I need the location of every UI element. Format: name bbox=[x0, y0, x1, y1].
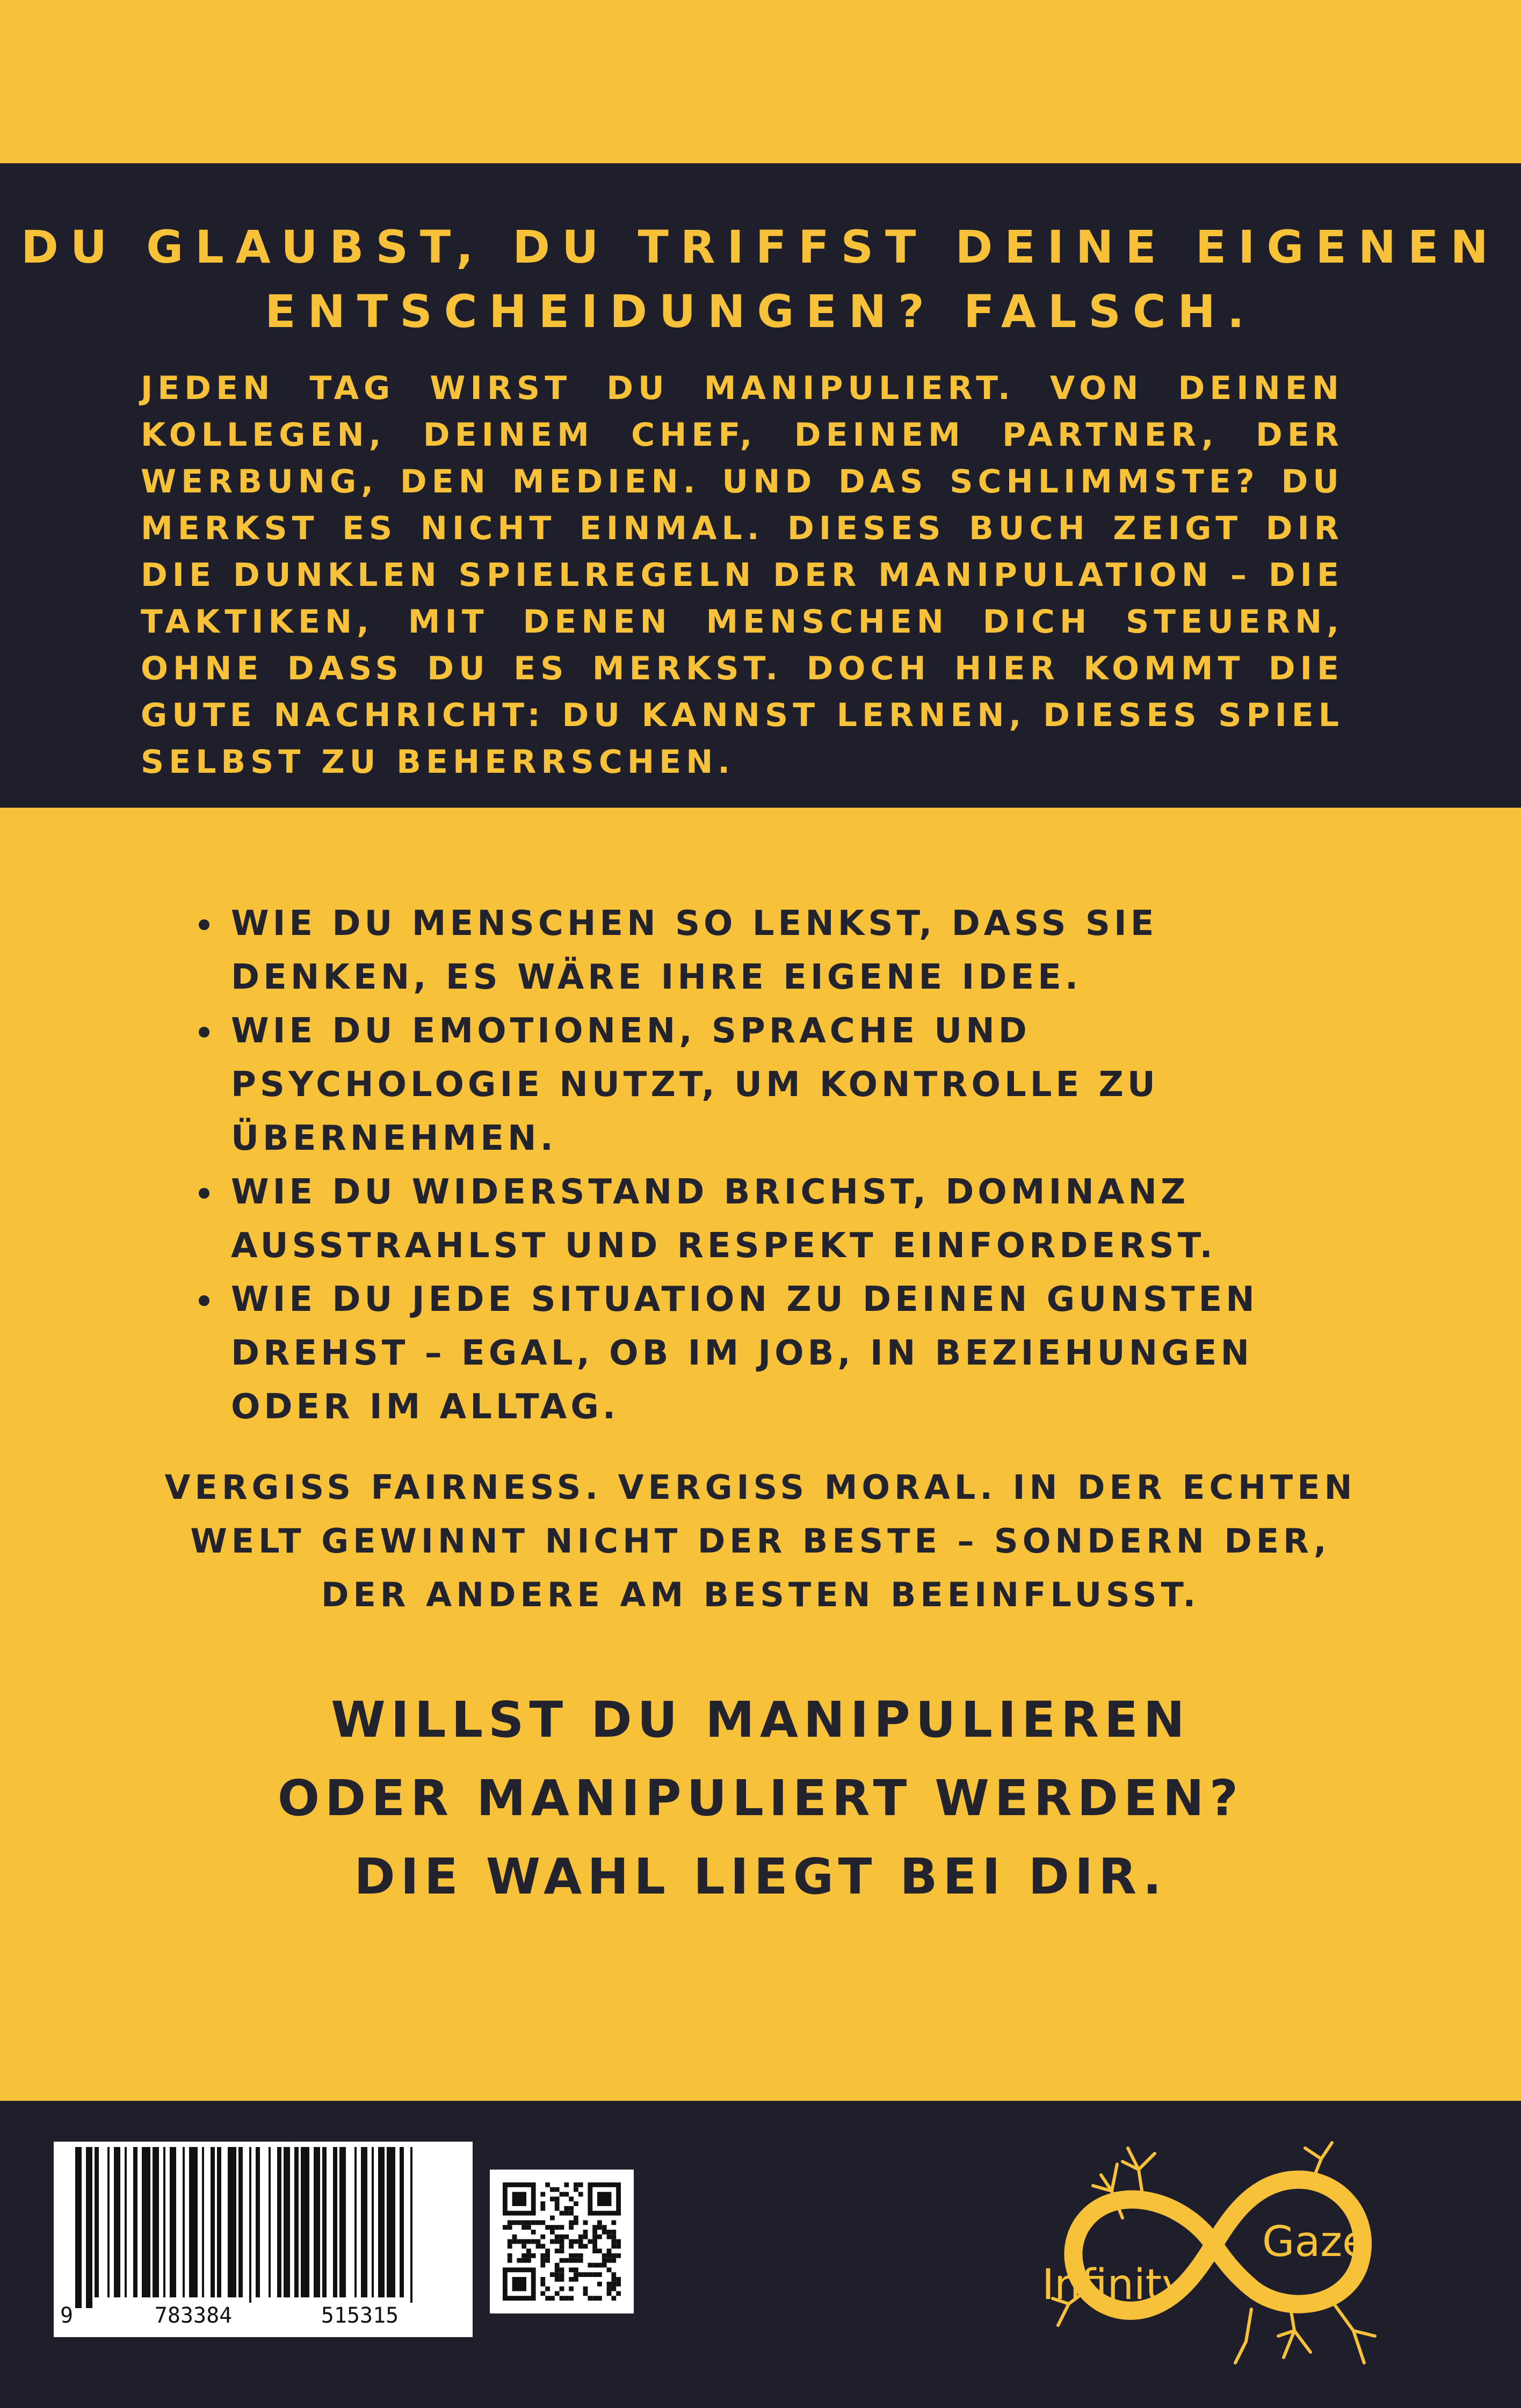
qr-module bbox=[597, 2296, 602, 2301]
qr-module bbox=[607, 2249, 612, 2253]
qr-module bbox=[522, 2239, 526, 2244]
qr-module bbox=[611, 2235, 616, 2239]
qr-module bbox=[540, 2235, 545, 2239]
barcode-bar bbox=[322, 2147, 327, 2297]
qr-module bbox=[583, 2244, 588, 2249]
qr-module bbox=[540, 2220, 545, 2225]
qr-module bbox=[597, 2225, 602, 2230]
qr-module bbox=[508, 2239, 512, 2244]
qr-module bbox=[540, 2192, 545, 2197]
qr-module bbox=[522, 2244, 526, 2249]
list-item bbox=[193, 1165, 1353, 1273]
qr-module bbox=[578, 2253, 583, 2258]
qr-module bbox=[550, 2272, 555, 2277]
qr-module bbox=[555, 2272, 560, 2277]
qr-module bbox=[607, 2235, 612, 2239]
barcode-bar bbox=[211, 2147, 215, 2297]
qr-module bbox=[522, 2220, 526, 2225]
qr-module bbox=[526, 2220, 531, 2225]
bullet-dot-icon bbox=[199, 1027, 209, 1038]
qr-module bbox=[583, 2287, 588, 2291]
qr-module bbox=[616, 2291, 621, 2296]
qr-module bbox=[560, 2225, 564, 2230]
qr-module bbox=[574, 2239, 578, 2244]
qr-module bbox=[526, 2253, 531, 2258]
qr-module bbox=[592, 2235, 597, 2239]
qr-module bbox=[536, 2244, 541, 2249]
qr-code bbox=[490, 2170, 634, 2313]
qr-module bbox=[583, 2220, 588, 2225]
headline bbox=[0, 215, 1521, 344]
qr-module bbox=[569, 2267, 574, 2272]
publisher-logo bbox=[1031, 2110, 1396, 2390]
qr-module bbox=[550, 2196, 555, 2201]
qr-module bbox=[545, 2287, 550, 2291]
bullet-text: WIE DU WIDERSTAND BRICHST, DOMINANZ AUSSTRAHLST UND RESPEKT EINFORDERST. bbox=[231, 1172, 1216, 1266]
qr-module bbox=[574, 2216, 578, 2221]
barcode-bar bbox=[277, 2147, 281, 2297]
qr-module bbox=[578, 2235, 583, 2239]
list-item bbox=[193, 1004, 1353, 1165]
qr-module bbox=[560, 2267, 564, 2272]
qr-module bbox=[560, 2272, 564, 2277]
barcode-bar bbox=[387, 2147, 395, 2297]
qr-module bbox=[512, 2192, 526, 2206]
qr-module bbox=[550, 2239, 555, 2244]
qr-module bbox=[540, 2263, 545, 2268]
qr-module bbox=[611, 2244, 616, 2249]
qr-module bbox=[550, 2187, 555, 2192]
qr-module bbox=[574, 2277, 578, 2282]
barcode-bar bbox=[361, 2147, 367, 2297]
qr-module bbox=[540, 2258, 545, 2263]
qr-module bbox=[555, 2239, 560, 2244]
qr-module bbox=[602, 2225, 607, 2230]
qr-module bbox=[578, 2258, 583, 2263]
list-item bbox=[193, 1273, 1353, 1434]
qr-module bbox=[503, 2225, 508, 2230]
qr-module bbox=[545, 2296, 550, 2301]
bullet-list bbox=[193, 897, 1353, 1434]
qr-module bbox=[536, 2220, 541, 2225]
qr-module bbox=[517, 2220, 522, 2225]
qr-module bbox=[592, 2272, 597, 2277]
qr-module bbox=[583, 2291, 588, 2296]
cta-line-2: ODER MANIPULIERT WERDEN? bbox=[277, 1769, 1244, 1827]
qr-module bbox=[616, 2253, 621, 2258]
qr-module bbox=[574, 2182, 578, 2187]
qr-module bbox=[574, 2253, 578, 2258]
qr-module bbox=[611, 2282, 616, 2287]
qr-module bbox=[536, 2239, 541, 2244]
qr-module bbox=[569, 2220, 574, 2225]
bullet-text: WIE DU JEDE SITUATION ZU DEINEN GUNSTEN DREHST – EGAL, OB IM JOB, IN BEZIEHUNGEN ODER IM ALLTAG. bbox=[231, 1280, 1258, 1427]
barcode-bar bbox=[125, 2147, 127, 2297]
qr-module bbox=[564, 2211, 569, 2216]
barcode-bar bbox=[339, 2147, 346, 2297]
qr-module bbox=[611, 2253, 616, 2258]
cta-line-1: WILLST DU MANIPULIEREN bbox=[331, 1691, 1190, 1749]
logo-word-1: Infinity bbox=[1042, 2261, 1187, 2309]
qr-module bbox=[592, 2225, 597, 2230]
qr-module bbox=[569, 2211, 574, 2216]
qr-module bbox=[550, 2296, 555, 2301]
barcode-bar bbox=[228, 2147, 236, 2297]
qr-module bbox=[611, 2277, 616, 2282]
qr-module bbox=[560, 2249, 564, 2253]
qr-module bbox=[569, 2239, 574, 2244]
logo-word-2: Gaze bbox=[1262, 2218, 1368, 2266]
barcode-bar bbox=[249, 2147, 251, 2308]
quote-line-1: VERGISS FAIRNESS. VERGISS MORAL. IN DER ECHTEN bbox=[164, 1468, 1357, 1507]
qr-module bbox=[522, 2253, 526, 2258]
qr-module bbox=[569, 2244, 574, 2249]
qr-module bbox=[564, 2258, 569, 2263]
qr-module bbox=[592, 2263, 597, 2268]
barcode-bar bbox=[333, 2147, 337, 2297]
qr-module bbox=[564, 2296, 569, 2301]
qr-module bbox=[607, 2282, 612, 2287]
qr-module bbox=[578, 2272, 583, 2277]
intro-paragraph: JEDEN TAG WIRST DU MANIPULIERT. VON DEINEN KOLLEGEN, DEINEM CHEF, DEINEM PARTNER, DER WERBUNG, DEN MEDIEN. UND DAS SCHLIMMSTE? DU MERKST ES NICHT EINMAL. DIESES BUCH ZEIGT DIR DIE DUNKLEN SPIELREGELN DER MANIPULATION – DIE TAKTIKEN, MIT DENEN MENSCHEN DICH STEUERN, OHNE DASS DU ES MERKST. DOCH HIER KOMMT DIE GUTE NACHRICHT: DU KANNST LERNEN, DIESES SPIEL SELBST ZU BEHERRSCHEN. bbox=[141, 369, 1344, 781]
qr-module bbox=[508, 2220, 512, 2225]
isbn-barcode bbox=[54, 2142, 473, 2337]
qr-module bbox=[560, 2192, 564, 2197]
qr-module bbox=[597, 2263, 602, 2268]
qr-module bbox=[592, 2244, 597, 2249]
qr-module bbox=[545, 2225, 550, 2230]
qr-module bbox=[569, 2225, 574, 2230]
qr-module bbox=[560, 2235, 564, 2239]
quote-block bbox=[0, 1461, 1521, 1622]
barcode-bar bbox=[114, 2147, 120, 2297]
qr-module bbox=[578, 2182, 583, 2187]
qr-module bbox=[540, 2291, 545, 2296]
qr-module bbox=[607, 2258, 612, 2263]
qr-module bbox=[512, 2239, 517, 2244]
list-item bbox=[193, 897, 1353, 1004]
qr-module bbox=[611, 2230, 616, 2235]
qr-module bbox=[540, 2277, 545, 2282]
bullet-dot-icon bbox=[199, 1188, 209, 1199]
qr-module bbox=[569, 2253, 574, 2258]
qr-module bbox=[545, 2249, 550, 2253]
barcode-bar bbox=[142, 2147, 150, 2297]
barcode-bars-icon bbox=[59, 2142, 467, 2308]
barcode-bar bbox=[269, 2147, 271, 2297]
qr-module bbox=[555, 2201, 560, 2206]
qr-module bbox=[550, 2230, 555, 2235]
qr-module bbox=[602, 2230, 607, 2235]
qr-module bbox=[531, 2239, 536, 2244]
qr-module bbox=[597, 2235, 602, 2239]
qr-module bbox=[522, 2225, 526, 2230]
qr-module bbox=[508, 2244, 512, 2249]
qr-module bbox=[564, 2235, 569, 2239]
qr-module bbox=[597, 2192, 611, 2206]
qr-module bbox=[592, 2230, 597, 2235]
qr-module bbox=[545, 2253, 550, 2258]
qr-module bbox=[616, 2244, 621, 2249]
qr-module bbox=[602, 2263, 607, 2268]
qr-module bbox=[531, 2220, 536, 2225]
barcode-bar bbox=[378, 2147, 385, 2297]
qr-module bbox=[540, 2206, 545, 2211]
qr-module bbox=[545, 2258, 550, 2263]
qr-module bbox=[512, 2220, 517, 2225]
qr-module bbox=[578, 2192, 583, 2197]
barcode-bar bbox=[314, 2147, 320, 2297]
qr-module bbox=[597, 2272, 602, 2277]
qr-module bbox=[607, 2267, 612, 2272]
quote-line-3: DER ANDERE AM BESTEN BEEINFLUSST. bbox=[321, 1575, 1200, 1614]
barcode-bar bbox=[75, 2147, 82, 2308]
qr-module bbox=[508, 2225, 512, 2230]
qr-module bbox=[588, 2272, 592, 2277]
qr-module bbox=[560, 2244, 564, 2249]
barcode-bar bbox=[107, 2147, 110, 2297]
qr-module bbox=[560, 2277, 564, 2282]
qr-module bbox=[555, 2187, 560, 2192]
qr-module bbox=[616, 2282, 621, 2287]
qr-module bbox=[531, 2230, 536, 2235]
qr-code-icon bbox=[503, 2182, 621, 2301]
bullet-dot-icon bbox=[199, 919, 209, 930]
qr-module bbox=[517, 2239, 522, 2244]
qr-module bbox=[555, 2267, 560, 2272]
qr-module bbox=[555, 2263, 560, 2268]
qr-module bbox=[607, 2253, 612, 2258]
barcode-bar bbox=[183, 2147, 185, 2297]
qr-module bbox=[574, 2187, 578, 2192]
qr-module bbox=[526, 2225, 531, 2230]
isbn-lead-digit: 9 bbox=[60, 2303, 74, 2328]
qr-module bbox=[555, 2225, 560, 2230]
qr-module bbox=[588, 2239, 592, 2244]
qr-module bbox=[564, 2206, 569, 2211]
qr-module bbox=[569, 2258, 574, 2263]
qr-module bbox=[611, 2239, 616, 2244]
qr-module bbox=[555, 2249, 560, 2253]
barcode-bar bbox=[284, 2147, 290, 2297]
qr-module bbox=[574, 2272, 578, 2277]
qr-module bbox=[560, 2287, 564, 2291]
qr-module bbox=[526, 2258, 531, 2263]
isbn-group-2: 515315 bbox=[290, 2303, 430, 2329]
quote-line-2: WELT GEWINNT NICHT DER BESTE – SONDERN DER, bbox=[190, 1521, 1331, 1561]
bullet-dot-icon bbox=[199, 1295, 209, 1306]
qr-module bbox=[597, 2220, 602, 2225]
qr-module bbox=[592, 2249, 597, 2253]
qr-module bbox=[531, 2253, 536, 2258]
qr-module bbox=[555, 2291, 560, 2296]
qr-module bbox=[583, 2272, 588, 2277]
qr-module bbox=[569, 2287, 574, 2291]
qr-module bbox=[607, 2287, 612, 2291]
qr-module bbox=[616, 2239, 621, 2244]
barcode-bar bbox=[294, 2147, 299, 2297]
qr-module bbox=[540, 2282, 545, 2287]
qr-module bbox=[555, 2206, 560, 2211]
qr-module bbox=[611, 2258, 616, 2263]
qr-module bbox=[611, 2287, 616, 2291]
call-to-action bbox=[0, 1681, 1521, 1916]
barcode-bar bbox=[301, 2147, 309, 2297]
qr-module bbox=[583, 2230, 588, 2235]
qr-module bbox=[574, 2267, 578, 2272]
qr-module bbox=[578, 2244, 583, 2249]
qr-module bbox=[574, 2220, 578, 2225]
qr-module bbox=[588, 2263, 592, 2268]
qr-module bbox=[560, 2211, 564, 2216]
qr-module bbox=[574, 2258, 578, 2263]
qr-module bbox=[588, 2296, 592, 2301]
qr-module bbox=[569, 2196, 574, 2201]
qr-module bbox=[512, 2235, 517, 2239]
qr-module bbox=[569, 2277, 574, 2282]
qr-module bbox=[607, 2230, 612, 2235]
qr-module bbox=[560, 2296, 564, 2301]
barcode-bar bbox=[217, 2147, 221, 2297]
qr-module bbox=[550, 2216, 555, 2221]
qr-module bbox=[578, 2239, 583, 2244]
qr-module bbox=[564, 2192, 569, 2197]
barcode-bar bbox=[372, 2147, 374, 2297]
qr-module bbox=[555, 2196, 560, 2201]
qr-module bbox=[569, 2206, 574, 2211]
barcode-bar bbox=[153, 2147, 159, 2297]
qr-module bbox=[560, 2239, 564, 2244]
bullet-text: WIE DU MENSCHEN SO LENKST, DASS SIE DENKEN, ES WÄRE IHRE EIGENE IDEE. bbox=[231, 904, 1158, 997]
barcode-bar bbox=[133, 2147, 137, 2297]
qr-module bbox=[574, 2201, 578, 2206]
isbn-group-1: 783384 bbox=[124, 2303, 263, 2329]
qr-module bbox=[555, 2277, 560, 2282]
qr-module bbox=[508, 2253, 512, 2258]
qr-module bbox=[602, 2258, 607, 2263]
qr-module bbox=[555, 2235, 560, 2239]
qr-module bbox=[508, 2258, 512, 2263]
qr-module bbox=[607, 2291, 612, 2296]
qr-module bbox=[560, 2258, 564, 2263]
qr-module bbox=[522, 2258, 526, 2263]
headline-line-2: ENTSCHEIDUNGEN? FALSCH. bbox=[265, 285, 1256, 338]
qr-module bbox=[611, 2296, 616, 2301]
cta-line-3: DIE WAHL LIEGT BEI DIR. bbox=[354, 1848, 1167, 1905]
qr-module bbox=[540, 2244, 545, 2249]
barcode-bar bbox=[163, 2147, 165, 2297]
barcode-bar bbox=[238, 2147, 243, 2297]
qr-module bbox=[611, 2272, 616, 2277]
barcode-bar bbox=[202, 2147, 204, 2297]
qr-module bbox=[540, 2253, 545, 2258]
qr-module bbox=[550, 2225, 555, 2230]
qr-module bbox=[592, 2239, 597, 2244]
qr-module bbox=[597, 2249, 602, 2253]
headline-line-1: DU GLAUBST, DU TRIFFST DEINE EIGENEN bbox=[21, 221, 1500, 273]
qr-module bbox=[564, 2182, 569, 2187]
qr-module bbox=[592, 2296, 597, 2301]
barcode-bar bbox=[189, 2147, 198, 2297]
qr-module bbox=[602, 2253, 607, 2258]
qr-module bbox=[526, 2239, 531, 2244]
barcode-bar bbox=[170, 2147, 176, 2297]
qr-module bbox=[611, 2220, 616, 2225]
barcode-bar bbox=[410, 2147, 412, 2308]
barcode-bar bbox=[86, 2147, 92, 2308]
barcode-bar bbox=[95, 2147, 99, 2297]
qr-module bbox=[569, 2296, 574, 2301]
qr-module bbox=[526, 2249, 531, 2253]
qr-module bbox=[540, 2201, 545, 2206]
qr-module bbox=[517, 2258, 522, 2263]
barcode-bar bbox=[354, 2147, 357, 2297]
barcode-bar bbox=[256, 2147, 260, 2297]
qr-module bbox=[545, 2182, 550, 2187]
qr-module bbox=[512, 2277, 526, 2291]
qr-module bbox=[616, 2277, 621, 2282]
qr-module bbox=[583, 2235, 588, 2239]
qr-module bbox=[597, 2282, 602, 2287]
bullet-text: WIE DU EMOTIONEN, SPRACHE UND PSYCHOLOGIE NUTZT, UM KONTROLLE ZU ÜBERNEHMEN. bbox=[231, 1011, 1159, 1158]
barcode-bar bbox=[400, 2147, 404, 2297]
